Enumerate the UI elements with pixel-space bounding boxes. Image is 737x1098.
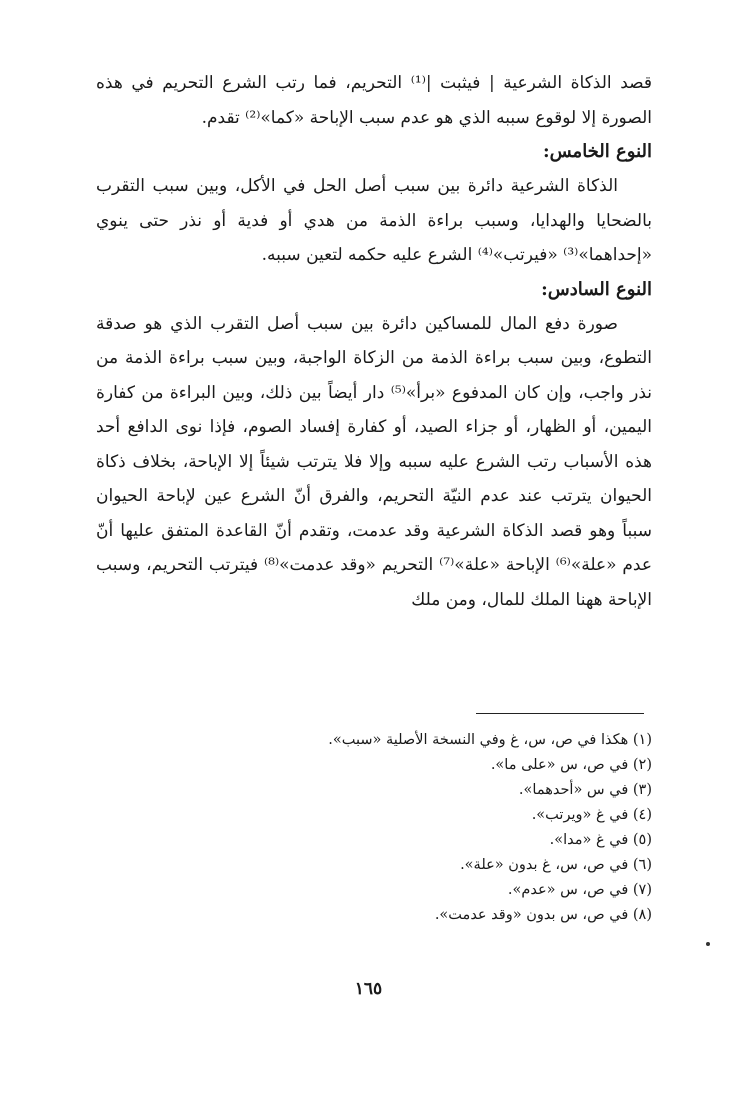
paragraph-1: قصد الذكاة الشرعية | فيثبت |⁽¹⁾ التحريم، فما رتب الشرع التحريم في هذه الصورة إلا لوقوع سببه الذي هو عدم سبب الإباحة «كما»⁽²⁾ تقدم. — [96, 73, 652, 128]
page-number: ١٦٥ — [354, 979, 383, 999]
footnote-8: (٨) في ص، س بدون «وقد عدمت». — [434, 907, 652, 923]
footnote-divider — [476, 713, 644, 714]
footnote-6: (٦) في ص، س، غ بدون «علة». — [460, 857, 652, 873]
footnote-4: (٤) في غ «ويرتب». — [531, 807, 652, 823]
main-text — [96, 66, 652, 617]
footnote-2: (٢) في ص، س «على ما». — [490, 757, 652, 773]
paragraph-3: صورة دفع المال للمساكين دائرة بين سبب أصل التقرب الذي هو صدقة التطوع، وبين سبب براءة الذمة من الزكاة الواجبة، وبين سبب براءة الذمة من نذر واجب، وإن كان المدفوع «برأ»⁽⁵⁾ دار أيضاً بين ذلك، وبين البراءة من كفارة اليمين، أو الظهار، أو جزاء الصيد، أو كفارة إفساد الصوم، فإذا نوى الدافع أحد هذه الأسباب رتب الشرع عليه سببه وإلا فلا يترتب شيئاً إلا الإباحة، بخلاف ذكاة الحيوان يترتب عند عدم النيّة التحريم، والفرق أنّ الشرع عين لإباحة الحيوان سبباً وهو قصد الذكاة الشرعية وقد عدمت، وتقدم أنّ القاعدة المتفق عليها أنّ عدم «علة»⁽⁶⁾ الإباحة «علة»⁽⁷⁾ التحريم «وقد عدمت»⁽⁸⁾ فيترتب التحريم، وسبب الإباحة ههنا الملك للمال، ومن ملك — [96, 313, 652, 610]
footnote-1: (١) هكذا في ص، س، غ وفي النسخة الأصلية «سبب». — [328, 732, 652, 748]
footnote-7: (٧) في ص، س «عدم». — [507, 882, 652, 898]
footnote-5: (٥) في غ «مدا». — [549, 832, 652, 848]
heading-fifth-type: النوع الخامس: — [542, 141, 652, 162]
footnotes — [96, 728, 652, 928]
paragraph-2: الذكاة الشرعية دائرة بين سبب أصل الحل في الأكل، وبين سبب التقرب بالضحايا والهدايا، وسبب براءة الذمة من هدي أو فدية أو نذر حتى ينوي «إحداهما»⁽³⁾ «فيرتب»⁽⁴⁾ الشرع عليه حكمه لتعين سببه. — [96, 176, 652, 265]
scan-mark — [706, 942, 710, 946]
footnote-3: (٣) في س «أحدهما». — [518, 782, 652, 798]
heading-sixth-type: النوع السادس: — [541, 278, 652, 300]
